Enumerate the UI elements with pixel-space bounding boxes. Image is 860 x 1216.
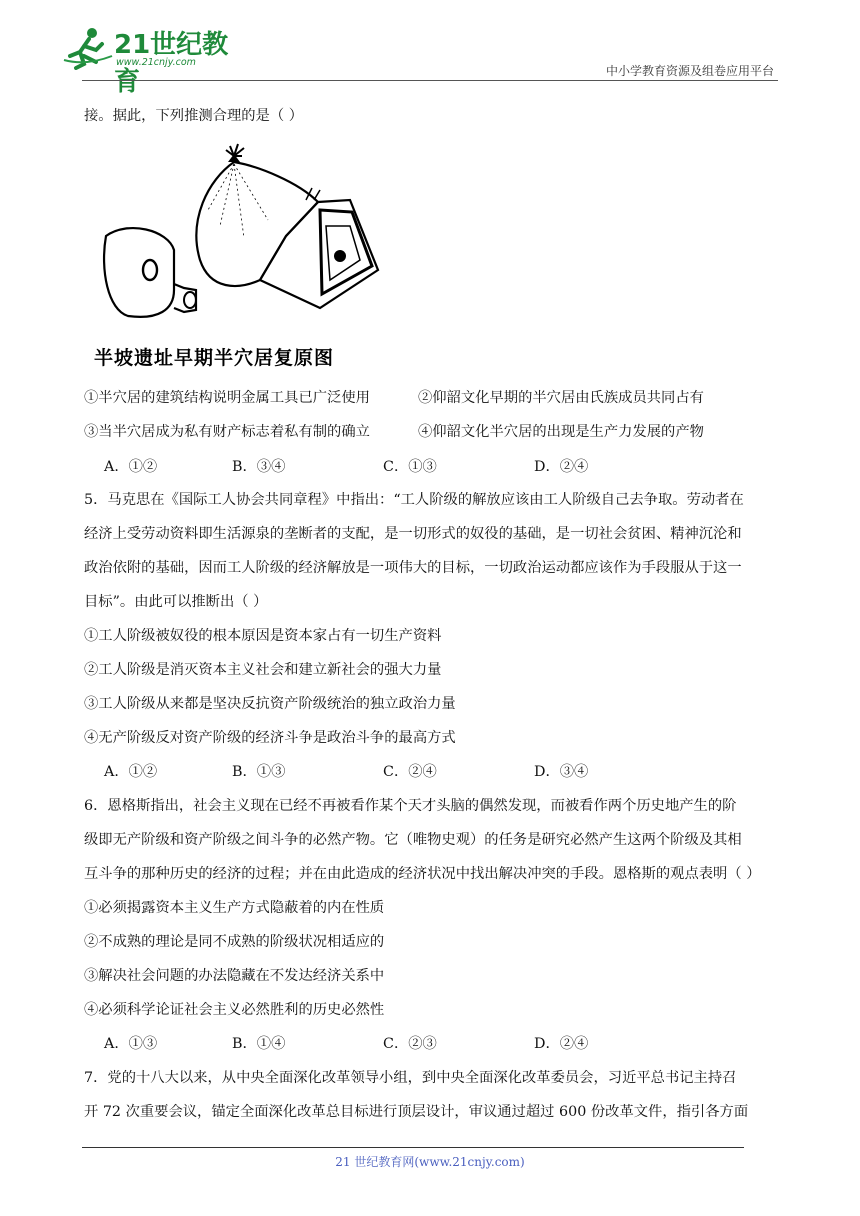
logo-url: www.21cnjy.com <box>116 57 196 68</box>
q6-statement-4: ④必须科学论证社会主义必然胜利的历史必然性 <box>84 1002 385 1018</box>
q6-option-d[interactable]: D．②④ <box>534 1036 589 1052</box>
q6-option-b[interactable]: B．①④ <box>232 1036 286 1052</box>
figure-caption: 半坡遗址早期半穴居复原图 <box>94 347 335 369</box>
q5-option-a[interactable]: A．①② <box>104 764 158 780</box>
q5-statement-1: ①工人阶级被奴役的根本原因是资本家占有一切生产资料 <box>84 628 442 644</box>
q4-option-a[interactable]: A．①② <box>104 459 158 475</box>
q6-statement-1: ①必须揭露资本主义生产方式隐蔽着的内在性质 <box>84 900 385 916</box>
q5-statement-4: ④无产阶级反对资产阶级的经济斗争是政治斗争的最高方式 <box>84 730 456 746</box>
footer-link[interactable]: 21 世纪教育网(www.21cnjy.com) <box>335 1155 525 1169</box>
q6-option-c[interactable]: C．②③ <box>383 1036 437 1052</box>
q6-statement-2: ②不成熟的理论是同不成熟的阶级状况相适应的 <box>84 934 385 950</box>
page-header <box>0 0 860 97</box>
runner-logo-icon <box>62 26 118 70</box>
q4-statement-3: ③当半穴居成为私有财产标志着私有制的确立 <box>84 424 370 440</box>
q5-option-b[interactable]: B．①③ <box>232 764 286 780</box>
q5-stem-line-3: 政治依附的基础，因而工人阶级的经济解放是一项伟大的目标，一切政治运动都应该作为手段服从于这一 <box>84 560 742 576</box>
q5-stem-line-2: 经济上受劳动资料即生活源泉的垄断者的支配，是一切形式的奴役的基础，是一切社会贫困、精神沉沦和 <box>84 526 742 542</box>
q6-statement-3: ③解决社会问题的办法隐藏在不发达经济关系中 <box>84 968 385 984</box>
q6-option-a[interactable]: A．①③ <box>104 1036 158 1052</box>
q6-stem-line-2: 级即无产阶级和资产阶级之间斗争的必然产物。它（唯物史观）的任务是研究必然产生这两个阶级及其相 <box>84 832 742 848</box>
logo-text: 21世纪教育 <box>114 30 229 97</box>
q4-statement-2: ②仰韶文化早期的半穴居由氏族成员共同占有 <box>418 390 704 406</box>
q4-statement-4: ④仰韶文化半穴居的出现是生产力发展的产物 <box>418 424 704 440</box>
q4-option-c[interactable]: C．①③ <box>383 459 437 475</box>
q6-stem-line-3: 互斗争的那种历史的经济的过程；并在由此造成的经济状况中找出解决冲突的手段。恩格斯的观点表明（ ） <box>84 866 761 882</box>
q7-stem-line-1: 7．党的十八大以来，从中央全面深化改革领导小组，到中央全面深化改革委员会，习近平总书记主持召 <box>84 1070 737 1086</box>
site-logo <box>62 24 242 97</box>
q7-stem-line-2: 开 72 次重要会议，锚定全面深化改革总目标进行顶层设计，审议通过超过 600 份改革文件，指引各方面 <box>84 1104 749 1120</box>
half-cave-dwelling-illustration <box>88 140 388 370</box>
platform-name: 中小学教育资源及组卷应用平台 <box>605 64 774 78</box>
q5-stem-line-1: 5．马克思在《国际工人协会共同章程》中指出：“工人阶级的解放应该由工人阶级自己去争取。劳动者在 <box>84 492 744 508</box>
q5-statement-2: ②工人阶级是消灭资本主义社会和建立新社会的强大力量 <box>84 662 442 678</box>
q4-statement-1: ①半穴居的建筑结构说明金属工具已广泛使用 <box>84 390 370 406</box>
q5-stem-line-4: 目标”。由此可以推断出（ ） <box>84 594 268 610</box>
q4-option-d[interactable]: D．②④ <box>534 459 589 475</box>
q5-statement-3: ③工人阶级从来都是坚决反抗资产阶级统治的独立政治力量 <box>84 696 456 712</box>
header-divider <box>82 80 778 81</box>
q6-stem-line-1: 6．恩格斯指出，社会主义现在已经不再被看作某个天才头脑的偶然发现，而被看作两个历史地产生的阶 <box>84 798 737 814</box>
q5-option-c[interactable]: C．②④ <box>383 764 437 780</box>
footer-divider <box>82 1147 744 1148</box>
q4-option-b[interactable]: B．③④ <box>232 459 286 475</box>
q5-option-d[interactable]: D．③④ <box>534 764 589 780</box>
q4-lead: 接。据此，下列推测合理的是（ ） <box>84 108 303 124</box>
